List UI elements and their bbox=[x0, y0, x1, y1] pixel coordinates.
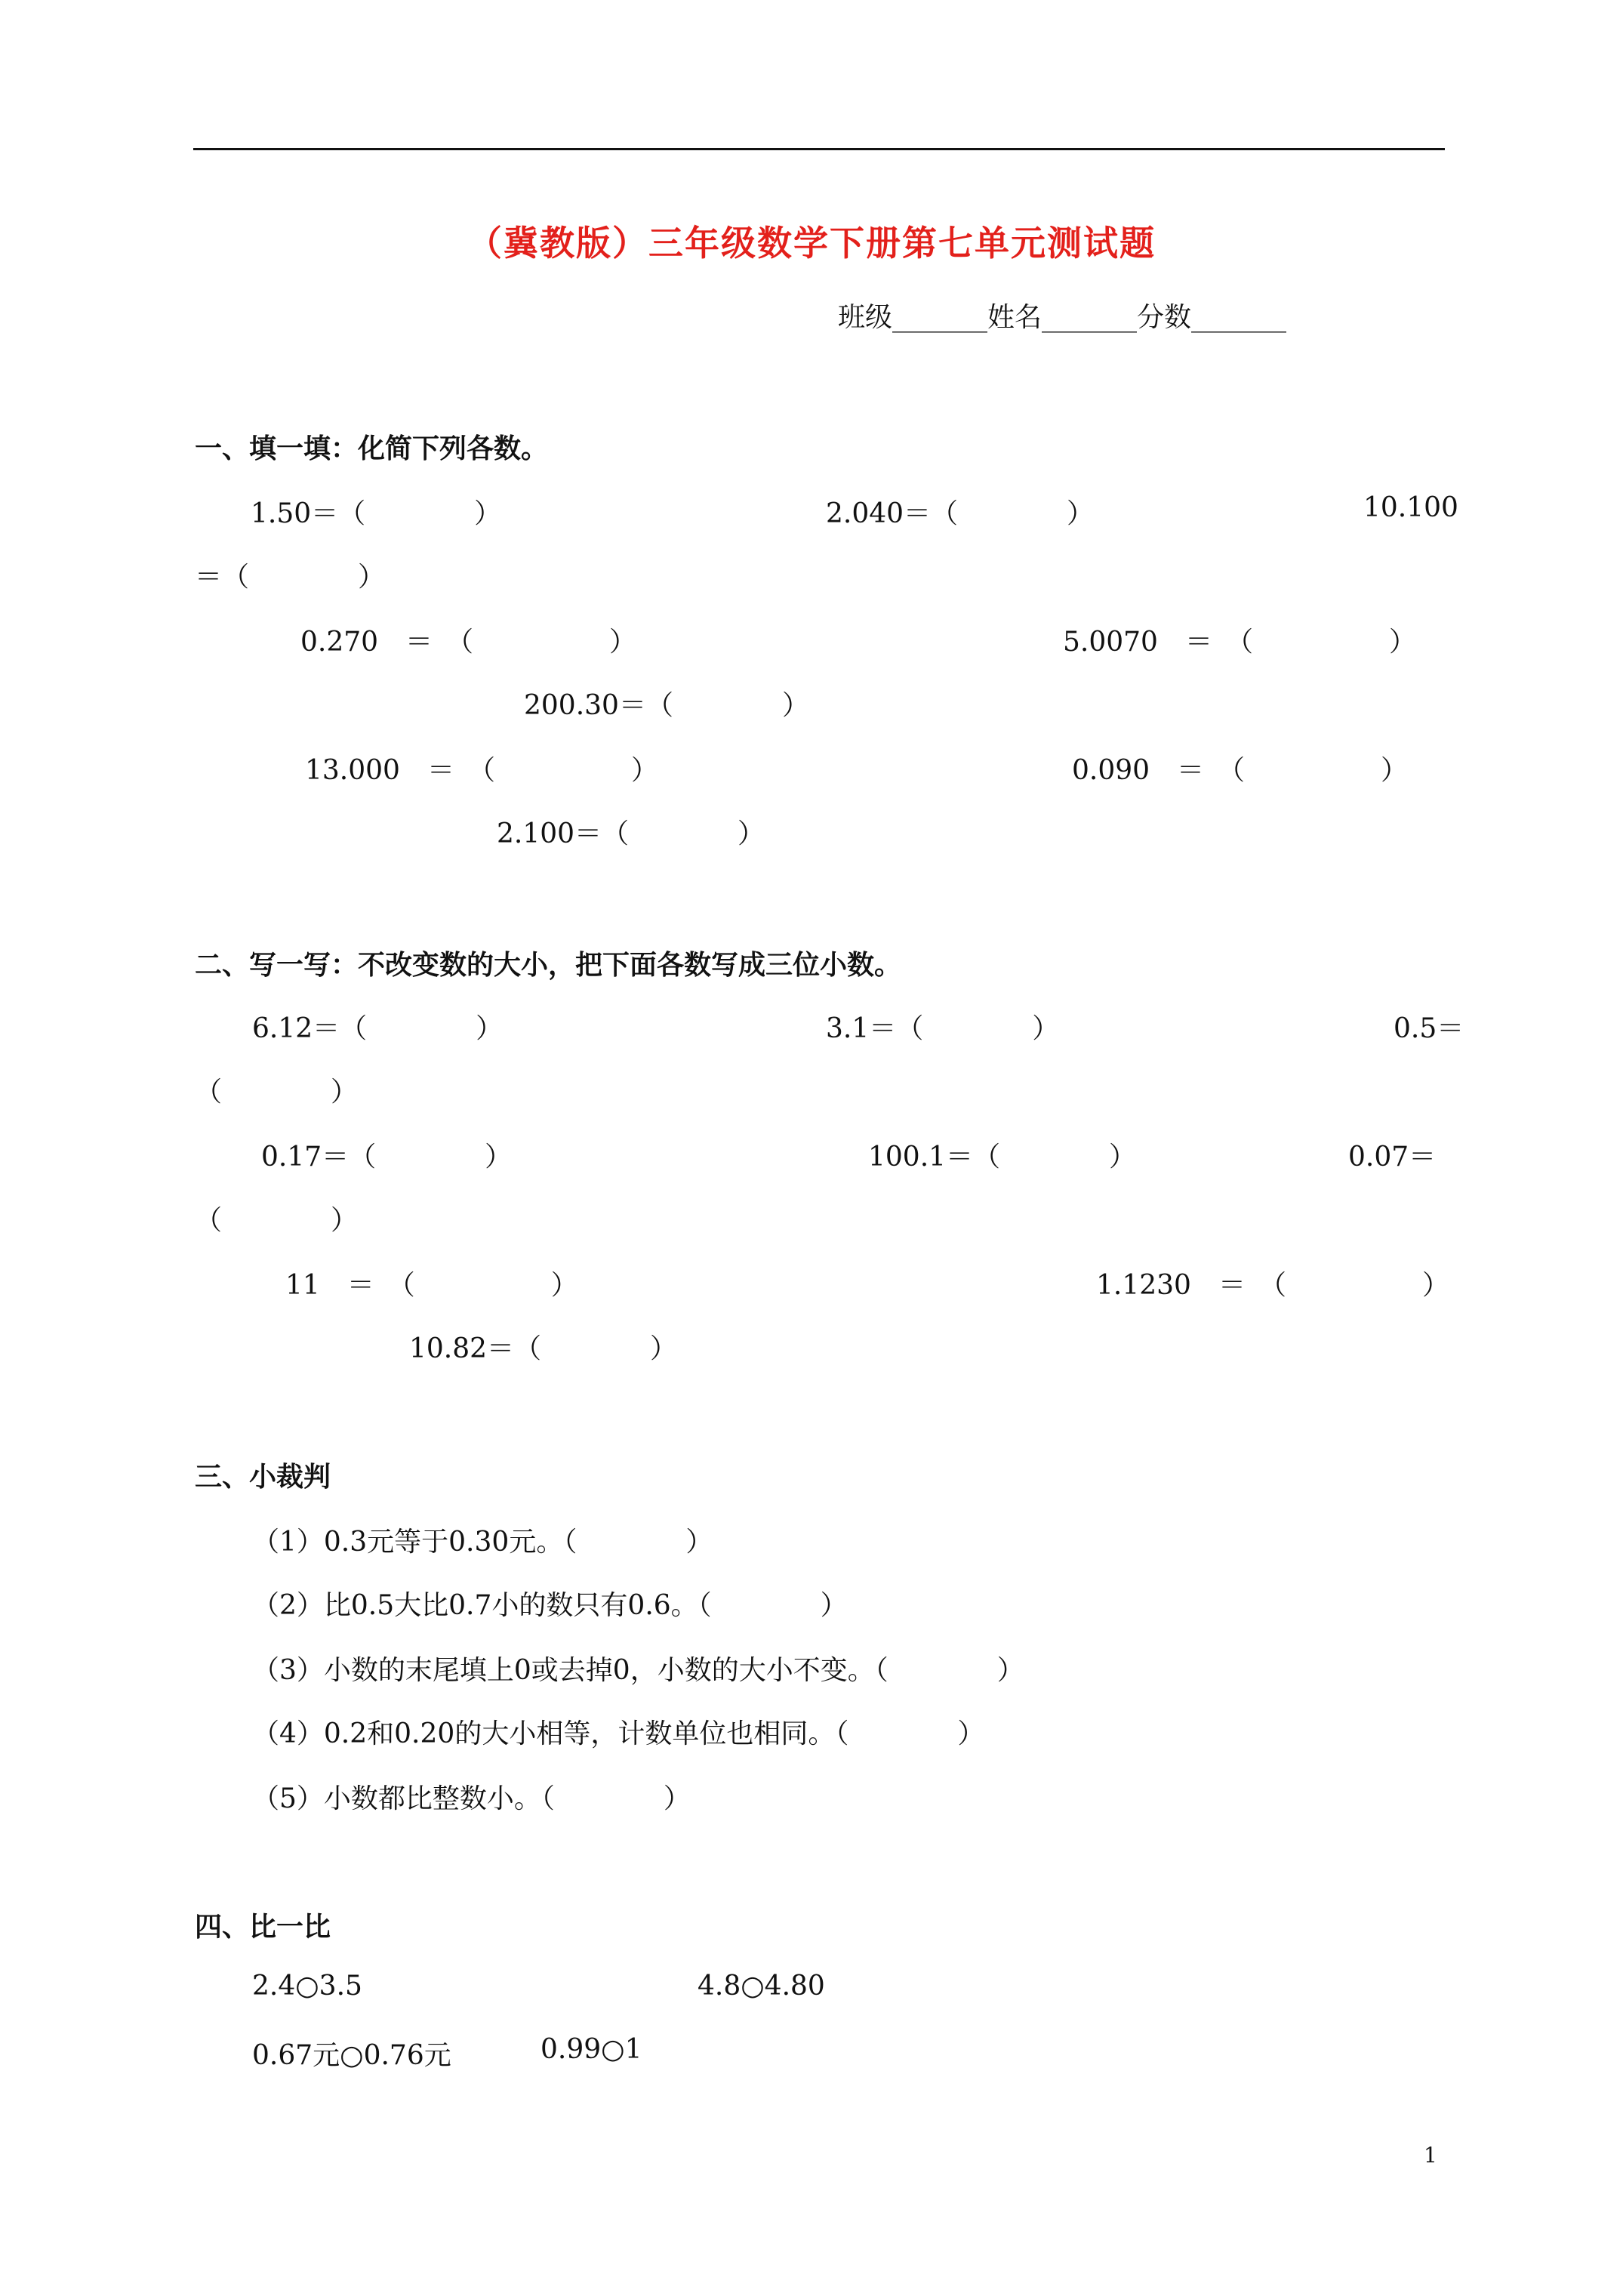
compare-item-3: 0.67元○0.76元 bbox=[252, 2040, 451, 2071]
header-rule bbox=[193, 148, 1445, 150]
question-2-7: 11 ＝ （ ） bbox=[285, 1270, 578, 1301]
question-2-3-cont: （ ） bbox=[195, 1077, 359, 1108]
judge-item-5: （5）小数都比整数小。（ ） bbox=[252, 1783, 691, 1814]
compare-item-4: 0.99○1 bbox=[540, 2034, 642, 2065]
section4-heading: 四、比一比 bbox=[195, 1911, 331, 1943]
question-2-9: 10.82＝（ ） bbox=[409, 1333, 678, 1364]
question-1-1: 1.50＝（ ） bbox=[251, 498, 502, 529]
compare-item-2: 4.8○4.80 bbox=[698, 1971, 825, 2002]
question-1-8: 0.090 ＝ （ ） bbox=[1072, 755, 1409, 786]
question-2-1: 6.12＝（ ） bbox=[252, 1013, 504, 1044]
question-2-4: 0.17＝（ ） bbox=[261, 1142, 513, 1173]
compare-item-1: 2.4○3.5 bbox=[252, 1971, 362, 2002]
judge-item-3: （3）小数的末尾填上0或去掉0，小数的大小不变。（ ） bbox=[252, 1655, 1024, 1686]
section2-heading: 二、写一写：不改变数的大小，把下面各数写成三位小数。 bbox=[195, 949, 902, 981]
question-1-5: 5.0070 ＝ （ ） bbox=[1063, 627, 1416, 658]
question-2-6-cont: （ ） bbox=[195, 1205, 359, 1236]
question-1-7: 13.000 ＝ （ ） bbox=[305, 755, 658, 786]
question-1-4: 0.270 ＝ （ ） bbox=[300, 627, 637, 658]
question-2-8: 1.1230 ＝ （ ） bbox=[1096, 1270, 1449, 1301]
page-number: 1 bbox=[1424, 2143, 1437, 2168]
student-info-fields: 班级_______姓名_______分数_______ bbox=[838, 302, 1287, 333]
question-1-2: 2.040＝（ ） bbox=[826, 498, 1095, 529]
section3-heading: 三、小裁判 bbox=[195, 1461, 331, 1493]
question-2-6: 0.07＝ bbox=[1348, 1142, 1437, 1173]
page-title: （冀教版）三年级数学下册第七单元测试题 bbox=[467, 223, 1156, 264]
question-1-3: 10.100 bbox=[1363, 492, 1458, 523]
question-2-5: 100.1＝（ ） bbox=[868, 1142, 1137, 1173]
question-1-3-cont: ＝（ ） bbox=[195, 562, 386, 593]
question-1-6: 200.30＝（ ） bbox=[524, 690, 809, 721]
judge-item-4: （4）0.2和0.20的大小相等，计数单位也相同。（ ） bbox=[252, 1718, 985, 1749]
section1-heading: 一、填一填：化简下列各数。 bbox=[195, 433, 549, 464]
question-2-3: 0.5＝ bbox=[1394, 1013, 1464, 1044]
question-1-9: 2.100＝（ ） bbox=[497, 818, 765, 849]
question-2-2: 3.1＝（ ） bbox=[826, 1013, 1060, 1044]
judge-item-2: （2）比0.5大比0.7小的数只有0.6。（ ） bbox=[252, 1590, 848, 1621]
judge-item-1: （1）0.3元等于0.30元。（ ） bbox=[252, 1527, 713, 1558]
